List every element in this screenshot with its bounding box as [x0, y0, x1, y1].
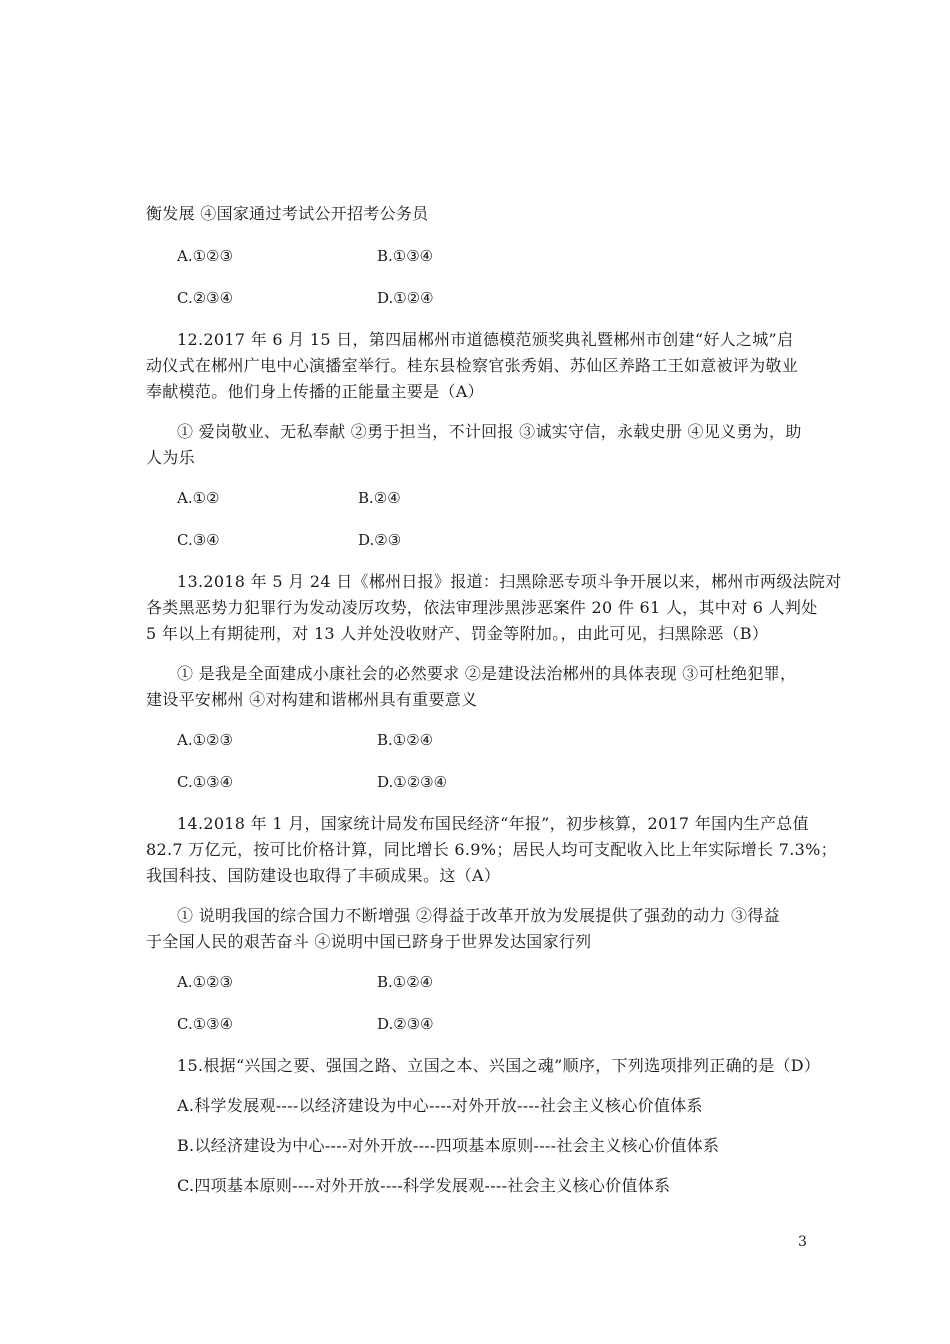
text-line: 5 年以上有期徒刑，对 13 人并处没收财产、罚金等附加。，由此可见，扫黑除恶（B） [146, 624, 769, 643]
option-b: B.②④ [358, 489, 401, 507]
text-line: 动仪式在郴州广电中心演播室举行。桂东县检察官张秀娟、苏仙区养路工王如意被评为敬业 [146, 356, 799, 375]
question-14: 14.2018 年 1 月，国家统计局发布国民经济“年报”，初步核算，2017 年国内生产总值 [177, 814, 809, 833]
text-line: 82.7 万亿元，按可比价格计算，同比增长 6.9%；居民人均可支配收入比上年实际增长 7.3%； [146, 840, 837, 859]
option-c: C.②③④ [177, 289, 234, 307]
option-a: A.①②③ [177, 731, 233, 749]
page-number: 3 [798, 1234, 807, 1250]
text-line: 建设平安郴州 ④对构建和谐郴州具有重要意义 [146, 690, 478, 709]
option-b: B.①②④ [377, 973, 434, 991]
question-15: 15.根据“兴国之要、强国之路、立国之本、兴国之魂”顺序，下列选项排列正确的是（D） [177, 1056, 821, 1075]
option-a: A.①②③ [177, 247, 233, 265]
text-line: 奉献模范。他们身上传播的正能量主要是（A） [146, 382, 484, 401]
statements: ① 是我是全面建成小康社会的必然要求 ②是建设法治郴州的具体表现 ③可杜绝犯罪， [177, 664, 797, 683]
statements: ① 爱岗敬业、无私奉献 ②勇于担当，不计回报 ③诚实守信，永载史册 ④见义勇为，助 [177, 422, 802, 441]
option-d: D.②③④ [377, 1015, 434, 1033]
option-a: A.①②③ [177, 973, 233, 991]
option-c: C.③④ [177, 531, 220, 549]
statements: ① 说明我国的综合国力不断增强 ②得益于改革开放为发展提供了强劲的动力 ③得益 [177, 906, 780, 925]
option-a: A.科学发展观----以经济建设为中心----对外开放----社会主义核心价值体系 [177, 1096, 703, 1115]
option-b: B.①③④ [377, 247, 434, 265]
option-c: C.四项基本原则----对外开放----科学发展观----社会主义核心价值体系 [177, 1176, 671, 1195]
option-d: D.②③ [358, 531, 402, 549]
option-d: D.①②④ [377, 289, 434, 307]
text-line: 我国科技、国防建设也取得了丰硕成果。这（A） [146, 866, 501, 885]
option-b: B.①②④ [377, 731, 434, 749]
option-b: B.以经济建设为中心----对外开放----四项基本原则----社会主义核心价值体系 [177, 1136, 720, 1155]
option-c: C.①③④ [177, 1015, 234, 1033]
question-12: 12.2017 年 6 月 15 日，第四届郴州市道德模范颁奖典礼暨郴州市创建“好人之城”启 [177, 330, 794, 349]
option-d: D.①②③④ [377, 773, 448, 791]
text-line: 于全国人民的艰苦奋斗 ④说明中国已跻身于世界发达国家行列 [146, 932, 592, 951]
text-line: 人为乐 [146, 448, 195, 467]
question-13: 13.2018 年 5 月 24 日《郴州日报》报道：扫黑除恶专项斗争开展以来，郴州市两级法院对 [177, 572, 842, 591]
text-line: 衡发展 ④国家通过考试公开招考公务员 [146, 204, 429, 223]
text-line: 各类黑恶势力犯罪行为发动凌厉攻势，依法审理涉黑涉恶案件 20 件 61 人，其中对 6 人判处 [146, 598, 818, 617]
option-a: A.①② [177, 489, 220, 507]
option-c: C.①③④ [177, 773, 234, 791]
